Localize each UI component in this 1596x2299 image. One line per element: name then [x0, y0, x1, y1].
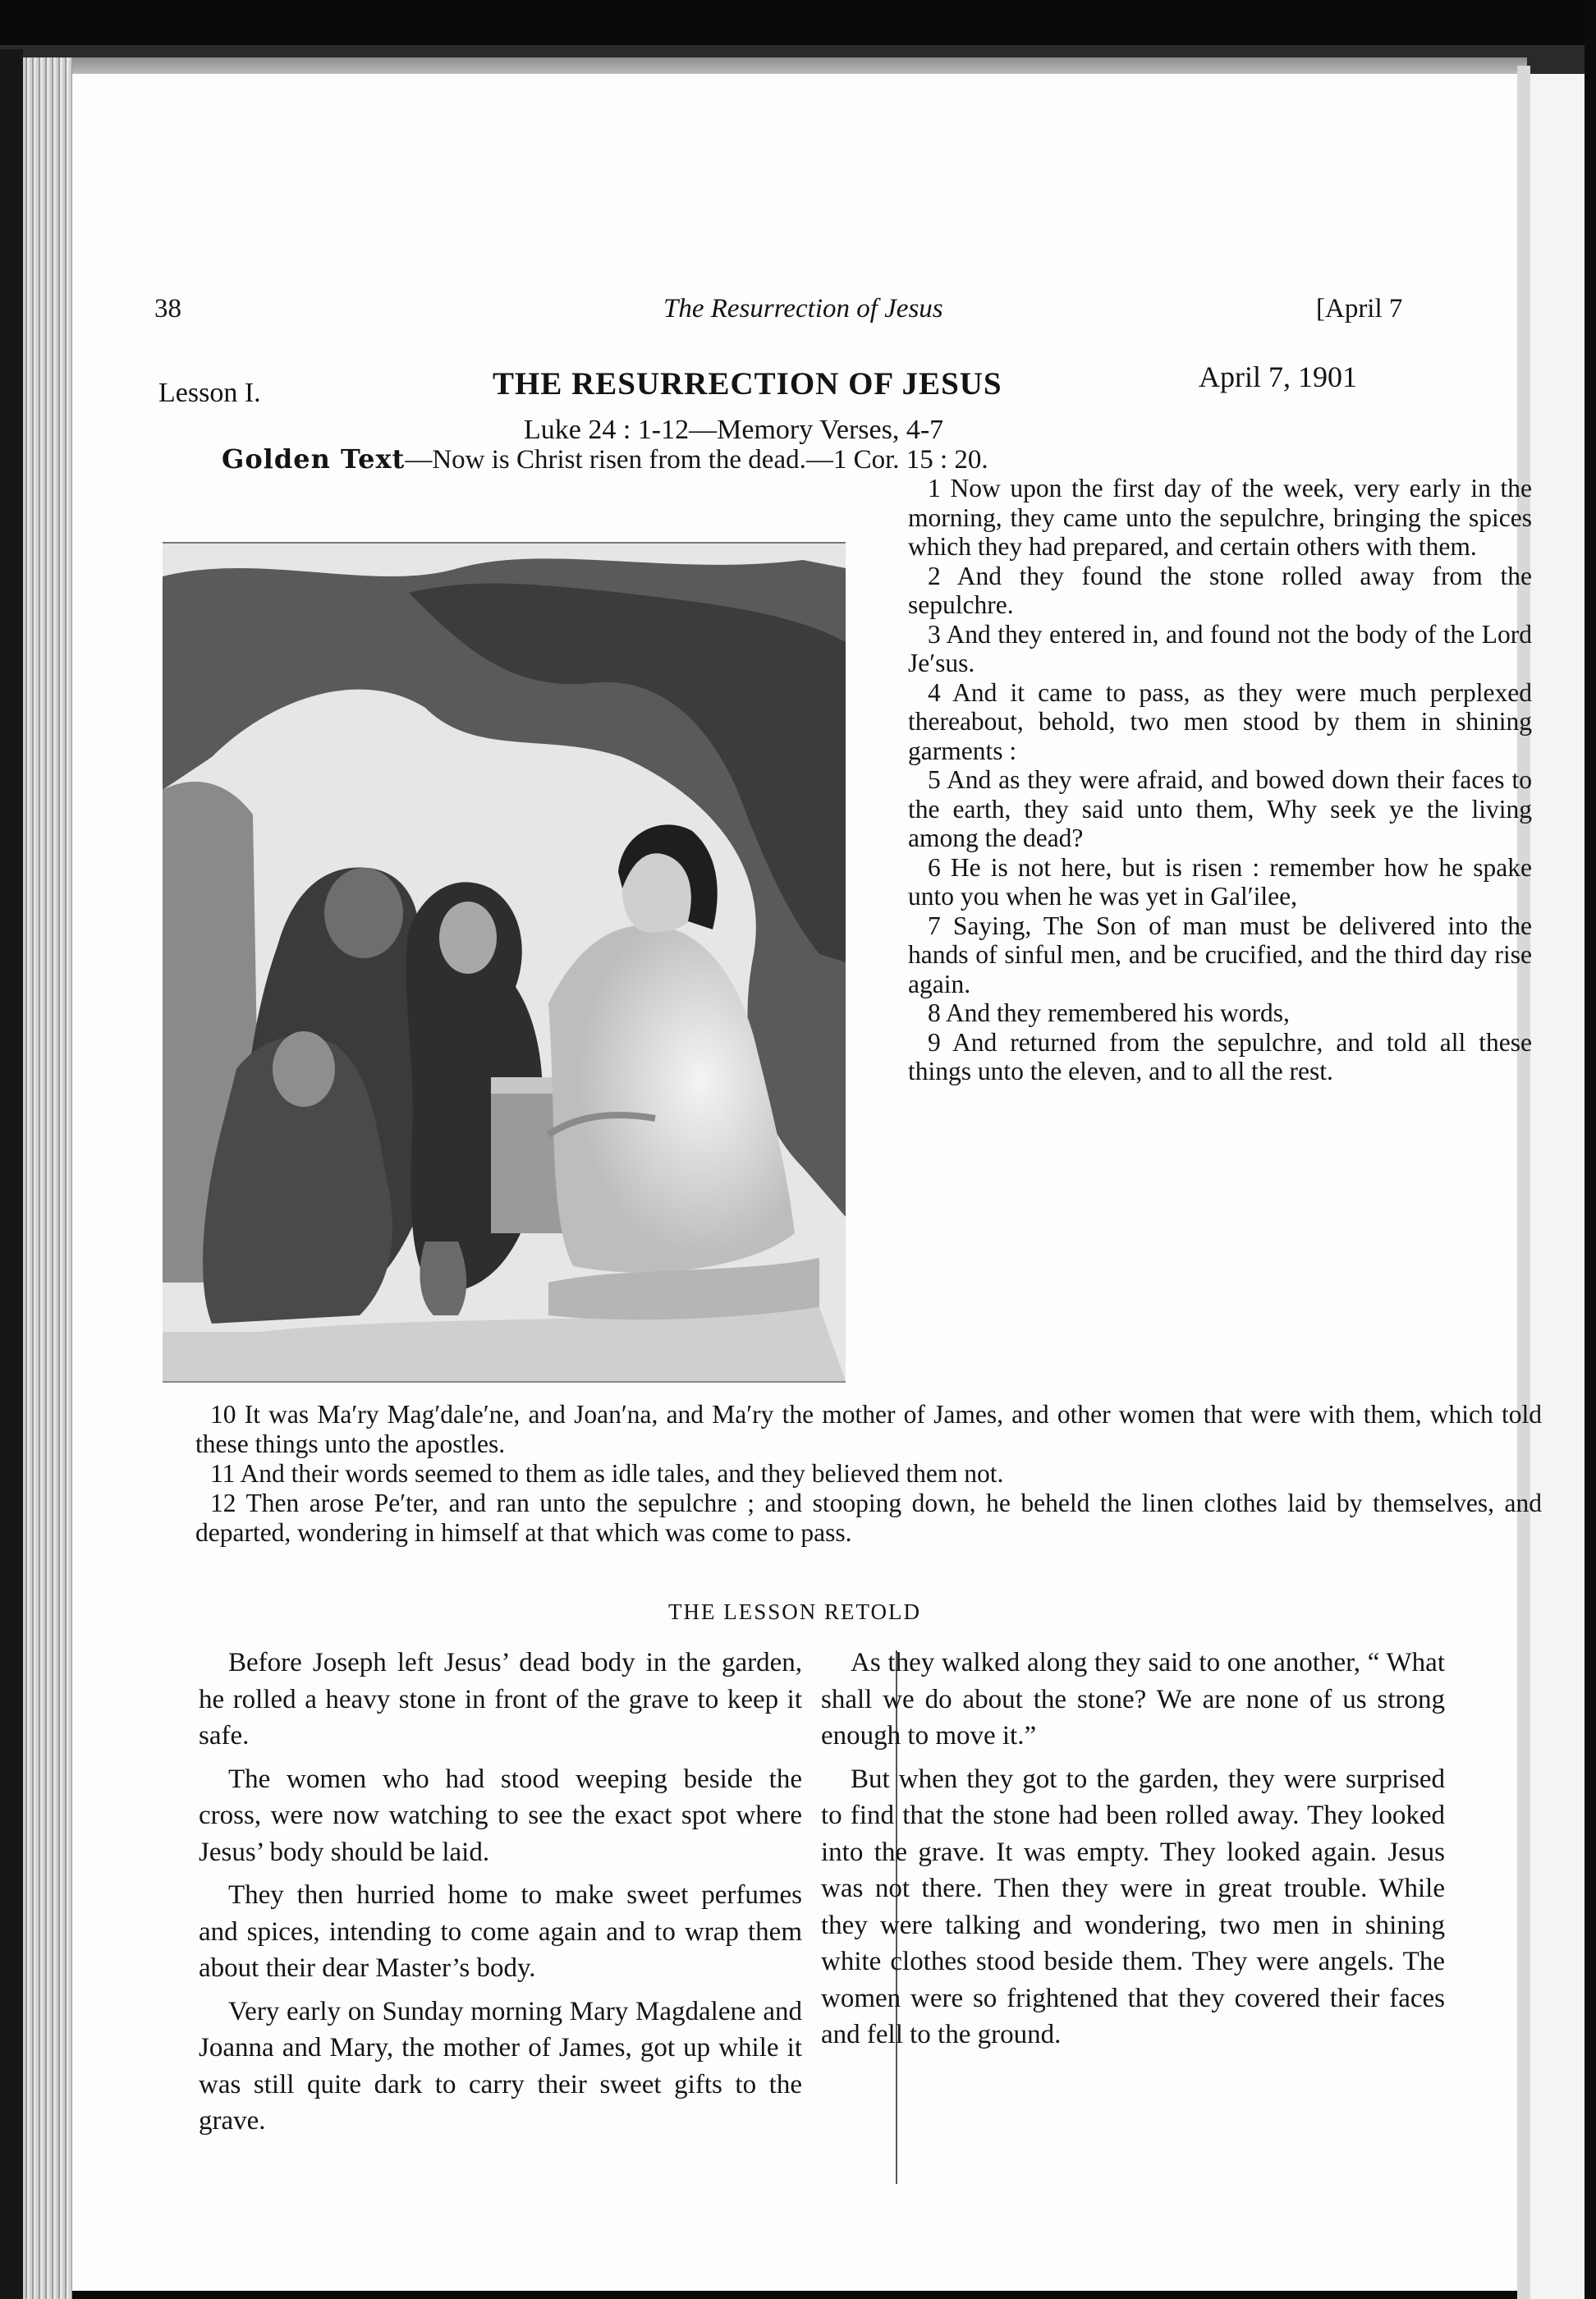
- retold-left-column: [199, 1645, 802, 2146]
- verse-7: 7 Saying, The Son of man must be delivered into the hands of sinful men, and be crucified, and the third day rise again.: [908, 911, 1532, 998]
- verses-1-9: [908, 474, 1532, 1086]
- retold-paragraph: The women who had stood weeping beside the cross, were now watching to see the exact spot where Jesus’ body should be laid.: [199, 1764, 802, 1867]
- retold-paragraph: But when they got to the garden, they were surprised to find that the stone had been rolled away. They looked into the grave. It was empty. They looked again. Jesus was not there. Then they were in great trouble. While they were talking and wondering, two men in shining white clothes stood beside them. They were angels. The women were so frightened that they covered their faces and fell to the ground.: [821, 1764, 1445, 2049]
- lesson-date: April 7, 1901: [1199, 360, 1357, 393]
- verse-10: 10 It was Ma′ry Mag′dale′ne, and Joan′na, and Ma′ry the mother of James, and other women that were with them, which told these things unto the apostles.: [195, 1400, 1542, 1458]
- page-number: 38: [154, 294, 181, 324]
- golden-text-label: Golden Text: [222, 443, 406, 475]
- retold-paragraph: As they walked along they said to one another, “ What shall we do about the stone? We are none of us strong enough to move it.”: [821, 1648, 1445, 1751]
- retold-paragraph: Before Joseph left Jesus’ dead body in the garden, he rolled a heavy stone in front of the grave to keep it safe.: [199, 1648, 802, 1751]
- verse-4: 4 And it came to pass, as they were much perplexed thereabout, behold, two men stood by them in shining garments :: [908, 677, 1532, 765]
- scripture-reference: Luke 24 : 1-12—Memory Verses, 4-7: [524, 415, 944, 445]
- verse-8: 8 And they remembered his words,: [928, 998, 1290, 1027]
- golden-text-body: —Now is Christ risen from the dead.—1 Cor. 15 : 20.: [405, 445, 988, 475]
- verses-10-12: [195, 1400, 1542, 1548]
- verse-6: 6 He is not here, but is risen : remember how he spake unto you when he was yet in Gal′ilee,: [908, 852, 1532, 911]
- verse-3: 3 And they entered in, and found not the body of the Lord Je′sus.: [908, 619, 1532, 677]
- verse-1: 1 Now upon the first day of the week, very early in the morning, they came unto the sepulchre, bringing the spices which they had prepared, and certain others with them.: [908, 474, 1532, 561]
- verse-2: 2 And they found the stone rolled away from the sepulchre.: [908, 561, 1532, 619]
- lesson-retold-heading: THE LESSON RETOLD: [668, 1599, 921, 1624]
- retold-paragraph: They then hurried home to make sweet perfumes and spices, intending to come again and to wrap them about their dear Master’s body.: [199, 1880, 802, 1983]
- running-date: [April 7: [1316, 294, 1403, 324]
- verse-12: 12 Then arose Pe′ter, and ran unto the sepulchre ; and stooping down, he beheld the linen clothes laid by themselves, and departed, wondering in himself at that which was come to pass.: [195, 1489, 1542, 1547]
- book-page-edges: [23, 57, 72, 2299]
- verse-9: 9 And returned from the sepulchre, and told all these things unto the eleven, and to all the rest.: [908, 1027, 1532, 1085]
- retold-paragraph: Very early on Sunday morning Mary Magdalene and Joanna and Mary, the mother of James, got up while it was still quite dark to carry their sweet gifts to the grave.: [199, 1996, 802, 2136]
- retold-right-column: [821, 1645, 1445, 2060]
- page-right-edge: [1517, 66, 1530, 2299]
- verse-5: 5 And as they were afraid, and bowed down their faces to the earth, they said unto them, Why seek ye the living among the dead?: [908, 765, 1532, 852]
- book-spine: [0, 49, 23, 2299]
- verse-11: 11 And their words seemed to them as idle tales, and they believed them not.: [210, 1459, 1004, 1488]
- illustration-drawing: [163, 544, 846, 1381]
- golden-text: [222, 443, 1535, 475]
- book-page: [72, 74, 1542, 2291]
- resurrection-illustration: [163, 542, 846, 1383]
- running-title: The Resurrection of Jesus: [663, 294, 943, 324]
- lesson-label: Lesson I.: [158, 378, 261, 408]
- lesson-title: THE RESURRECTION OF JESUS: [493, 366, 1002, 402]
- scan-border: [1585, 0, 1596, 2299]
